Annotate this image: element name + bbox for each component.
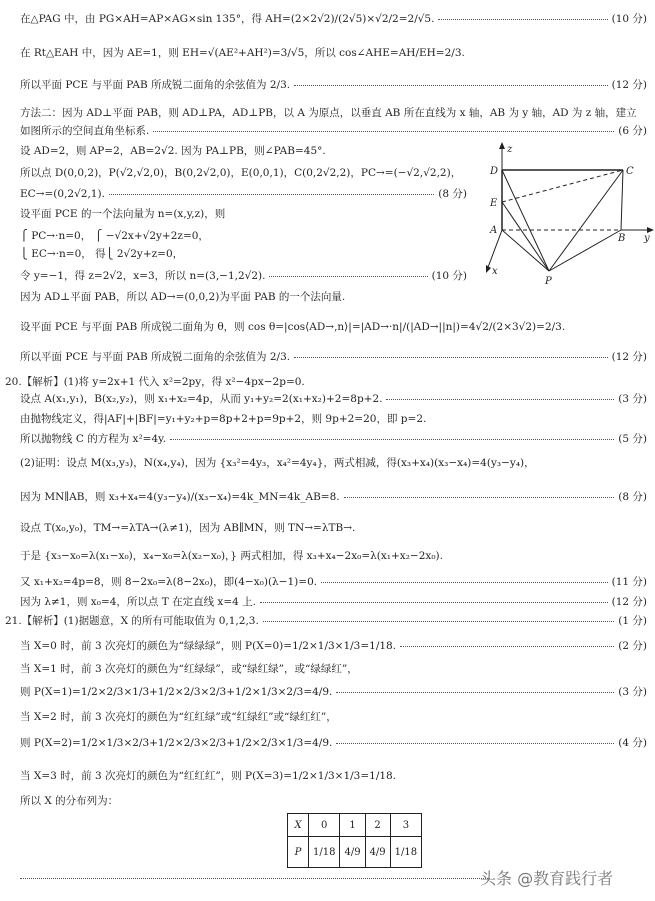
dotted-leader bbox=[153, 130, 614, 132]
line-text: 设点 A(x₁,y₁)，B(x₂,y₂)，则 x₁+x₂=4p，从而 y₁+y₂=2(x₁+x₂)+2=8p+2. bbox=[20, 393, 383, 405]
x-axis bbox=[487, 230, 502, 270]
z-arrow-icon bbox=[499, 142, 505, 149]
watermark: 头条 @教育践行者 bbox=[480, 869, 614, 888]
solution-line bbox=[20, 685, 647, 699]
line-text: 设点 T(x₀,y₀)，TM→=λTA→(λ≠1)，因为 AB∥MN，则 TN→=λTB→. bbox=[20, 522, 356, 534]
table-cell: 3 bbox=[390, 814, 421, 837]
solution-line bbox=[20, 46, 647, 60]
table-cell: 1 bbox=[340, 814, 365, 837]
solution-line bbox=[20, 595, 647, 609]
table-cell: X bbox=[288, 814, 309, 837]
line-text: 所以点 D(0,0,2)，P(√2,√2,0)，B(0,2√2,0)，E(0,0,1)，C(0,2√2,2)，PC→=(−√2,√2,2)， bbox=[20, 167, 462, 179]
line-text: 则 P(X=2)=1/2×1/3×2/3+1/2×2/3×2/3+1/2×2/3×1/3=4/9. bbox=[20, 737, 333, 749]
table-row bbox=[288, 814, 422, 837]
solution-line bbox=[20, 794, 647, 808]
line-text: 方法二：因为 AD⊥平面 PAB，则 AD⊥PA，AD⊥PB，以 A 为原点，以垂直 AB 所在直线为 x 轴，AB 为 y 轴，AD 为 z 轴，建立 bbox=[20, 107, 637, 119]
line-text: 当 X=3 时，前 3 次亮灯的颜色为“红红红”，则 P(X=3)=1/2×1/3×1/3=1/18. bbox=[20, 770, 397, 782]
3d-coordinate-figure bbox=[478, 140, 655, 290]
solution-line bbox=[20, 412, 647, 426]
solution-line bbox=[20, 769, 647, 783]
score-label: (12 分) bbox=[611, 596, 647, 608]
edge-CP bbox=[549, 170, 626, 271]
line-text: 所以平面 PCE 与平面 PAB 所成锐二面角的余弦值为 2/3. bbox=[20, 79, 291, 91]
line-text: 在 Rt△EAH 中，因为 AE=1，则 EH=√(AE²+AH²)=3/√5，所以 cos∠AHE=AH/EH=2/3. bbox=[20, 47, 465, 59]
line-text: 当 X=0 时，前 3 次亮灯的颜色为“绿绿绿”，则 P(X=0)=1/2×1/3×1/3=1/18. bbox=[20, 640, 397, 652]
line-text: 设平面 PCE 与平面 PAB 所成锐二面角为 θ，则 cos θ=|cos⟨AD→,n⟩|=|AD→·n|/(|AD→||n|)=4√2/(2×3√2)=2/3. bbox=[20, 321, 566, 333]
score-label: (10 分) bbox=[611, 13, 647, 25]
line-text: 当 X=1 时，前 3 次亮灯的颜色为“红绿绿”，或“绿红绿”，或“绿绿红”， bbox=[20, 663, 358, 675]
line-text: 因为 AD⊥平面 PAB，所以 AD→=(0,0,2)为平面 PAB 的一个法向量. bbox=[20, 291, 346, 303]
score-label: (12 分) bbox=[611, 79, 647, 91]
line-text: 于是 {x₃−x₀=λ(x₁−x₀)，x₄−x₀=λ(x₂−x₀)，} 两式相加，得 x₃+x₄−2x₀=λ(x₁+x₂−2x₀). bbox=[20, 550, 443, 562]
edge-CB bbox=[621, 170, 623, 230]
solution-line bbox=[20, 144, 467, 158]
table-cell: 1/18 bbox=[309, 837, 340, 868]
solution-line bbox=[20, 521, 647, 535]
line-text: 所以 X 的分布列为： bbox=[20, 795, 119, 807]
dotted-leader bbox=[438, 18, 607, 20]
score-label: (8 分) bbox=[438, 188, 467, 200]
solution-line bbox=[20, 320, 647, 334]
score-label: (5 分) bbox=[618, 433, 647, 445]
dotted-leader bbox=[109, 193, 434, 195]
dotted-leader bbox=[336, 742, 614, 744]
line-text: 21.【解析】(1)据题意，X 的所有可能取值为 0,1,2,3. bbox=[5, 615, 259, 627]
solution-line bbox=[20, 290, 647, 304]
score-label: (6 分) bbox=[618, 125, 647, 137]
line-text: 因为 MN∥AB，则 x₃+x₄=4(y₃−y₄)/(x₃−x₄)=4k_MN=4k_AB=8. bbox=[20, 491, 340, 503]
dotted-leader bbox=[170, 438, 614, 440]
distribution-table bbox=[287, 813, 422, 868]
line-text: (2)证明：设点 M(x₃,y₃)，N(x₄,y₄)，因为 {x₃²=4y₃，x₄²=4y₄}，两式相减，得(x₃+x₄)(x₃−x₄)=4(y₃−y₄)， bbox=[20, 457, 535, 469]
solution-line bbox=[20, 12, 647, 26]
line-text: 又 x₁+x₂=4p=8，则 8−2x₀=λ(8−2x₀)，即(4−x₀)(λ−1)=0. bbox=[20, 576, 318, 588]
line-text: EC→=(0,2√2,1). bbox=[20, 188, 105, 200]
dotted-leader bbox=[294, 356, 608, 358]
line-text: 令 y=−1，得 z=2√2，x=3，所以 n=(3,−1,2√2). bbox=[20, 270, 266, 282]
line-text: ⎧ PC→·n=0， ⎧ −√2x+√2y+2z=0， bbox=[20, 230, 209, 242]
dotted-leader bbox=[269, 275, 427, 277]
solution-line bbox=[20, 392, 647, 406]
solution-line bbox=[5, 614, 647, 628]
solution-line bbox=[20, 187, 467, 201]
solution-line bbox=[20, 432, 647, 446]
solution-line bbox=[20, 490, 647, 504]
table-row bbox=[288, 837, 422, 868]
label-y: y bbox=[644, 233, 650, 244]
dotted-leader bbox=[263, 620, 614, 622]
solution-line bbox=[20, 247, 467, 261]
label-z: z bbox=[507, 144, 513, 155]
solution-line bbox=[20, 78, 647, 92]
edge-BP bbox=[549, 230, 621, 271]
solution-line bbox=[20, 166, 467, 180]
line-text: 在△PAG 中，由 PG×AH=AP×AG×sin 135°，得 AH=(2×2√2)/(2√5)×√2/2=2/√5. bbox=[20, 13, 435, 25]
table-cell: 4/9 bbox=[365, 837, 390, 868]
label-x: x bbox=[492, 266, 498, 277]
dotted-leader bbox=[400, 645, 614, 647]
label-E: E bbox=[490, 198, 498, 209]
solution-line bbox=[20, 269, 467, 283]
line-text: 由抛物线定义，得|AF|+|BF|=y₁+y₂+p=8p+2+p=9p+2，则 9p+2=20，即 p=2. bbox=[20, 413, 427, 425]
table-cell: 2 bbox=[365, 814, 390, 837]
solution-line bbox=[20, 229, 467, 243]
line-text: 设平面 PCE 的一个法向量为 n=(x,y,z)，则 bbox=[20, 208, 226, 220]
dotted-leader bbox=[20, 878, 490, 879]
line-text: 所以平面 PCE 与平面 PAB 所成锐二面角的余弦值为 2/3. bbox=[20, 351, 291, 363]
dotted-leader bbox=[336, 691, 614, 693]
solution-line bbox=[20, 456, 647, 470]
score-label: (4 分) bbox=[618, 737, 647, 749]
solution-line bbox=[20, 575, 647, 589]
solution-line bbox=[20, 639, 647, 653]
label-A: A bbox=[490, 225, 498, 236]
dotted-leader bbox=[386, 398, 614, 400]
score-label: (1 分) bbox=[618, 615, 647, 627]
solution-line bbox=[20, 124, 647, 138]
score-label: (12 分) bbox=[611, 351, 647, 363]
score-label: (2 分) bbox=[618, 640, 647, 652]
score-label: (10 分) bbox=[431, 270, 467, 282]
dotted-leader bbox=[321, 581, 608, 583]
line-text: 如图所示的空间直角坐标系. bbox=[20, 125, 150, 137]
table-cell: 4/9 bbox=[340, 837, 365, 868]
score-label: (8 分) bbox=[618, 491, 647, 503]
solution-line bbox=[20, 207, 467, 221]
label-P: P bbox=[545, 276, 552, 287]
table-cell: P bbox=[288, 837, 309, 868]
line-text: 因为 λ≠1，则 x₀=4，所以点 T 在定直线 x=4 上. bbox=[20, 596, 257, 608]
solution-line bbox=[20, 710, 647, 724]
label-B: B bbox=[618, 233, 626, 244]
solution-line bbox=[20, 350, 647, 364]
line-text: 则 P(X=1)=1/2×2/3×1/3+1/2×2/3×2/3+1/2×1/3×2/3=4/9. bbox=[20, 686, 333, 698]
score-label: (3 分) bbox=[618, 686, 647, 698]
solution-line bbox=[20, 106, 647, 120]
label-C: C bbox=[626, 166, 634, 177]
dotted-leader bbox=[294, 84, 608, 86]
table-cell: 1/18 bbox=[390, 837, 421, 868]
dotted-leader bbox=[344, 496, 615, 498]
edge-EC bbox=[502, 170, 623, 202]
edge-DP bbox=[502, 170, 549, 271]
line-text: 设 AD=2，则 AP=2，AB=2√2. 因为 PA⊥PB，则∠PAB=45°. bbox=[20, 145, 326, 157]
score-label: (11 分) bbox=[611, 576, 647, 588]
solution-line bbox=[20, 549, 647, 563]
dotted-leader bbox=[260, 601, 608, 603]
line-text: 所以抛物线 C 的方程为 x²=4y. bbox=[20, 433, 167, 445]
solution-line bbox=[20, 736, 647, 750]
label-D: D bbox=[490, 166, 499, 177]
line-text: 当 X=2 时，前 3 次亮灯的颜色为“红红绿”或“红绿红”或“绿红红”， bbox=[20, 711, 337, 723]
line-text: 20.【解析】(1)将 y=2x+1 代入 x²=2py，得 x²−4px−2p=0. bbox=[5, 376, 305, 388]
table-cell: 0 bbox=[309, 814, 340, 837]
solution-line bbox=[20, 662, 647, 676]
solution-line bbox=[5, 375, 647, 389]
score-label: (3 分) bbox=[618, 393, 647, 405]
line-text: ⎩ EC→·n=0， 得⎩ 2√2y+z=0， bbox=[20, 248, 184, 260]
